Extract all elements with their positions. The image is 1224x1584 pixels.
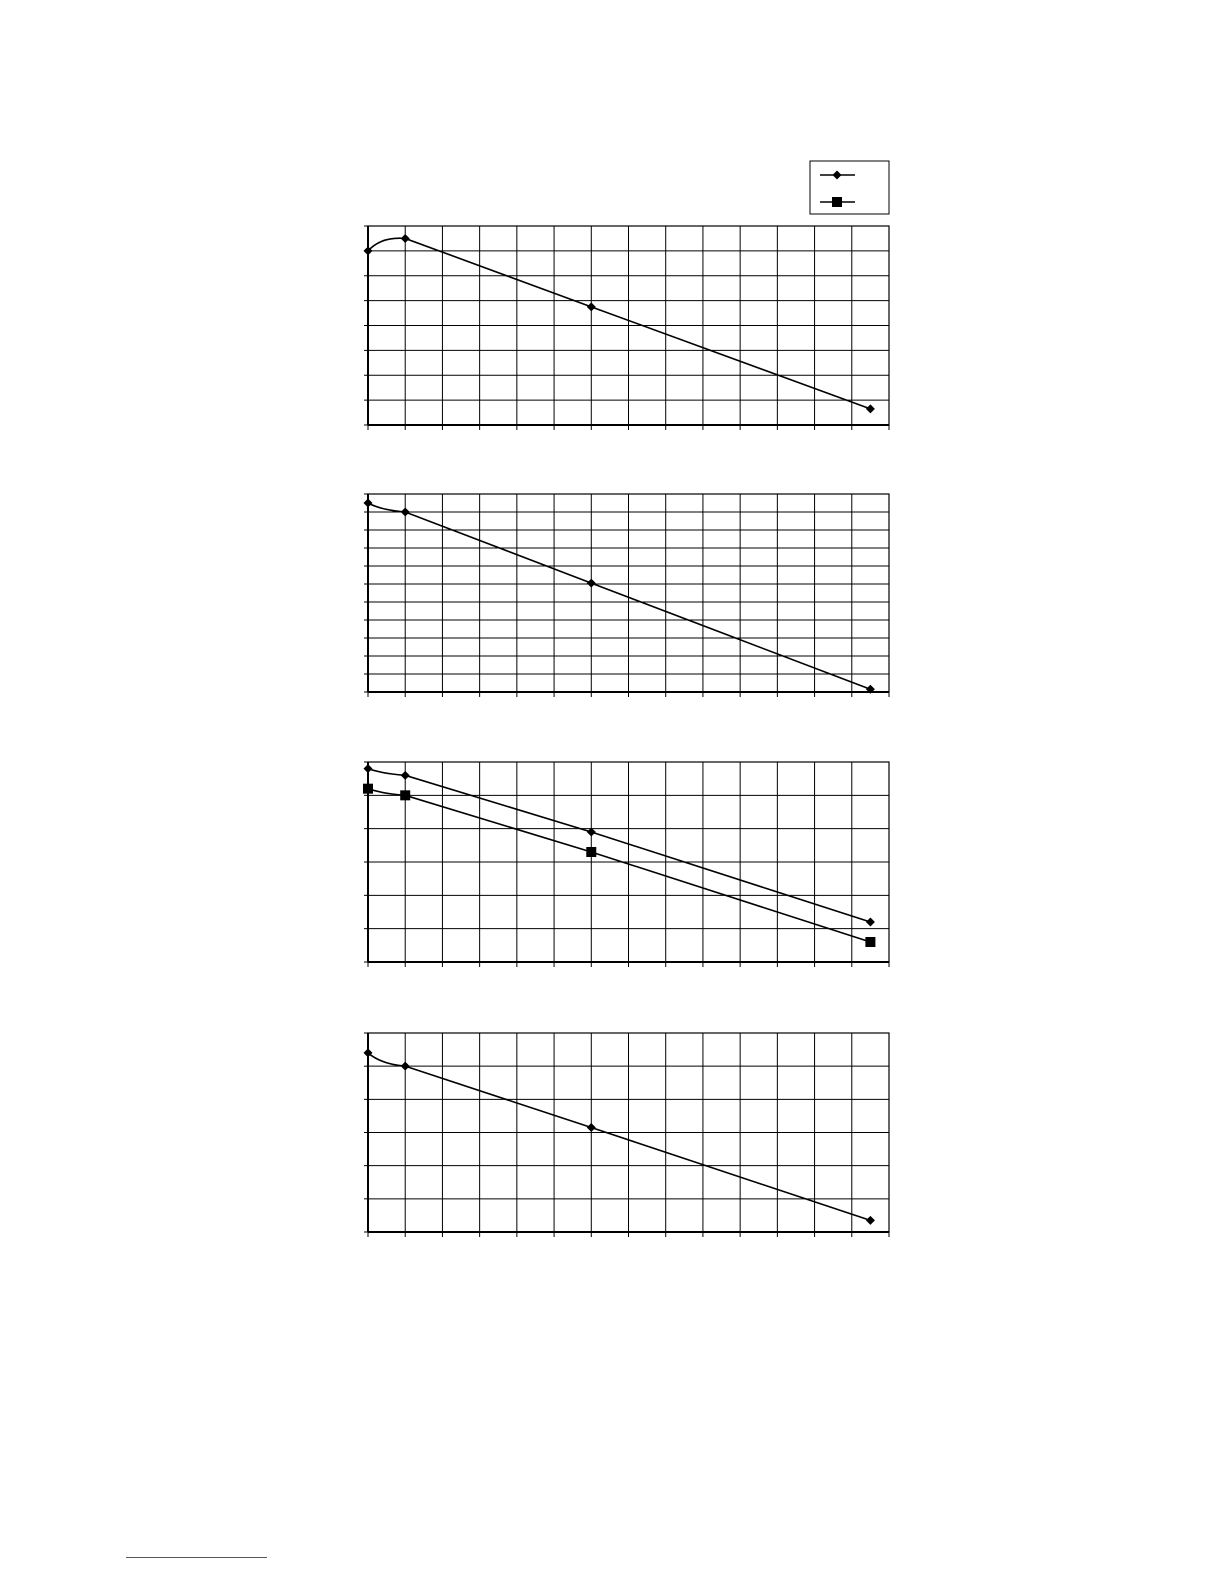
chart-panel-4 [364,1033,890,1237]
data-point-diamond [587,302,596,311]
data-point-square [586,847,596,857]
data-point-diamond [401,234,410,243]
legend-box [810,161,889,214]
data-point-square [363,784,373,794]
series-line-1 [368,238,870,409]
series-line-1 [368,1053,870,1220]
series-line-1 [368,503,870,689]
data-point-diamond [364,499,373,508]
data-point-square [400,790,410,800]
legend-marker-square [832,197,842,207]
data-point-diamond [587,1123,596,1132]
data-point-diamond [364,764,373,773]
series-line-1 [368,769,870,922]
data-point-diamond [866,918,875,927]
footnote-separator [126,1557,267,1558]
data-point-diamond [401,771,410,780]
legend [810,161,889,214]
data-point-diamond [866,1216,875,1225]
data-point-diamond [866,404,875,413]
chart-panel-3 [363,762,889,967]
data-point-diamond [401,508,410,517]
chart-panel-1 [364,226,890,430]
data-point-diamond [401,1062,410,1071]
chart-panel-2 [364,494,890,697]
data-point-diamond [587,579,596,588]
series-line-2 [368,789,870,942]
data-point-square [865,937,875,947]
